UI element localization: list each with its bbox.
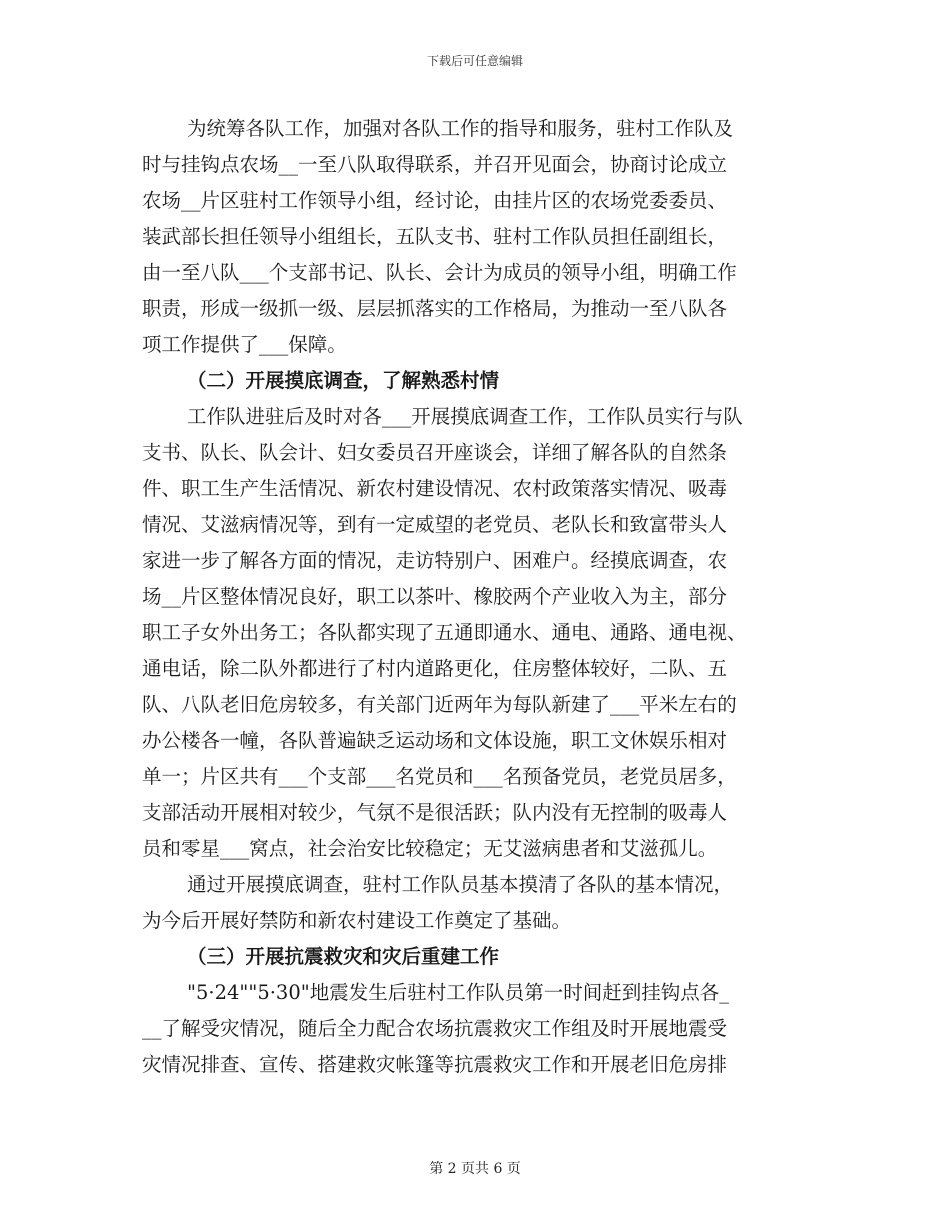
paragraph-survey xyxy=(142,399,808,867)
text-line: 件、职工生产生活情况、新农村建设情况、农村政策落实情况、吸毒 xyxy=(142,477,728,500)
section-heading-earthquake: （三）开展抗震救灾和灾后重建工作 xyxy=(187,945,500,968)
text-line: 项工作提供了___保障。 xyxy=(142,333,347,356)
text-line: __了解受灾情况，随后全力配合农场抗震救灾工作组及时开展地震受 xyxy=(142,1017,728,1040)
text-line: 支部活动开展相对较少，气氛不是很活跃；队内没有无控制的吸毒人 xyxy=(142,801,728,824)
text-line: 装武部长担任领导小组组长，五队支书、驻村工作队员担任副组长， xyxy=(142,225,728,248)
text-line: 支书、队长、队会计、妇女委员召开座谈会，详细了解各队的自然条 xyxy=(142,441,728,464)
text-line: 职工子女外出务工；各队都实现了五通即通水、通电、通路、通电视、 xyxy=(142,621,747,644)
text-line: 为统筹各队工作，加强对各队工作的指导和服务，驻村工作队及 xyxy=(187,117,734,140)
text-line: 工作队进驻后及时对各___开展摸底调查工作，工作队员实行与队 xyxy=(187,405,743,428)
text-line: 办公楼各一幢，各队普遍缺乏运动场和文体设施，职工文休娱乐相对 xyxy=(142,729,728,752)
paragraph-survey-conclusion xyxy=(142,867,808,939)
text-line: 农场__片区驻村工作领导小组，经讨论，由挂片区的农场党委委员、 xyxy=(142,189,728,212)
text-line: 单一；片区共有___个支部___名党员和___名预备党员，老党员居多， xyxy=(142,765,737,788)
text-line: 场__片区整体情况良好，职工以茶叶、橡胶两个产业收入为主，部分 xyxy=(142,585,728,608)
text-line: 通电话，除二队外都进行了村内道路更化，住房整体较好，二队、五 xyxy=(142,657,728,680)
text-line: 情况、艾滋病情况等，到有一定威望的老党员、老队长和致富带头人 xyxy=(142,513,728,536)
text-line: 职责，形成一级抓一级、层层抓落实的工作格局，为推动一至八队各 xyxy=(142,297,728,320)
text-line: 灾情况排查、宣传、搭建救灾帐篷等抗震救灾工作和开展老旧危房排 xyxy=(142,1053,728,1076)
text-line: 员和零星___窝点，社会治安比较稳定；无艾滋病患者和艾滋孤儿。 xyxy=(142,837,718,860)
page-footer: 第 2 页共 6 页 xyxy=(429,1161,521,1177)
text-line: 队、八队老旧危房较多，有关部门近两年为每队新建了___平米左右的 xyxy=(142,693,737,716)
document-body xyxy=(142,111,808,1083)
section-heading-survey: （二）开展摸底调查，了解熟悉村情 xyxy=(187,369,500,392)
text-line: 家进一步了解各方面的情况，走访特别户、困难户。经摸底调查，农 xyxy=(142,549,728,572)
paragraph-leadership-group xyxy=(142,111,808,363)
page-header: 下载后可任意编辑 xyxy=(426,54,523,68)
text-line: "5·24""5·30"地震发生后驻村工作队员第一时间赶到挂钩点各_ xyxy=(187,981,729,1004)
text-line: 通过开展摸底调查，驻村工作队员基本摸清了各队的基本情况， xyxy=(187,873,734,896)
text-line: 为今后开展好禁防和新农村建设工作奠定了基础。 xyxy=(142,909,572,932)
text-line: 由一至八队___个支部书记、队长、会计为成员的领导小组，明确工作 xyxy=(142,261,737,284)
paragraph-earthquake xyxy=(142,975,808,1083)
text-line: 时与挂钩点农场__一至八队取得联系，并召开见面会，协商讨论成立 xyxy=(142,153,728,176)
